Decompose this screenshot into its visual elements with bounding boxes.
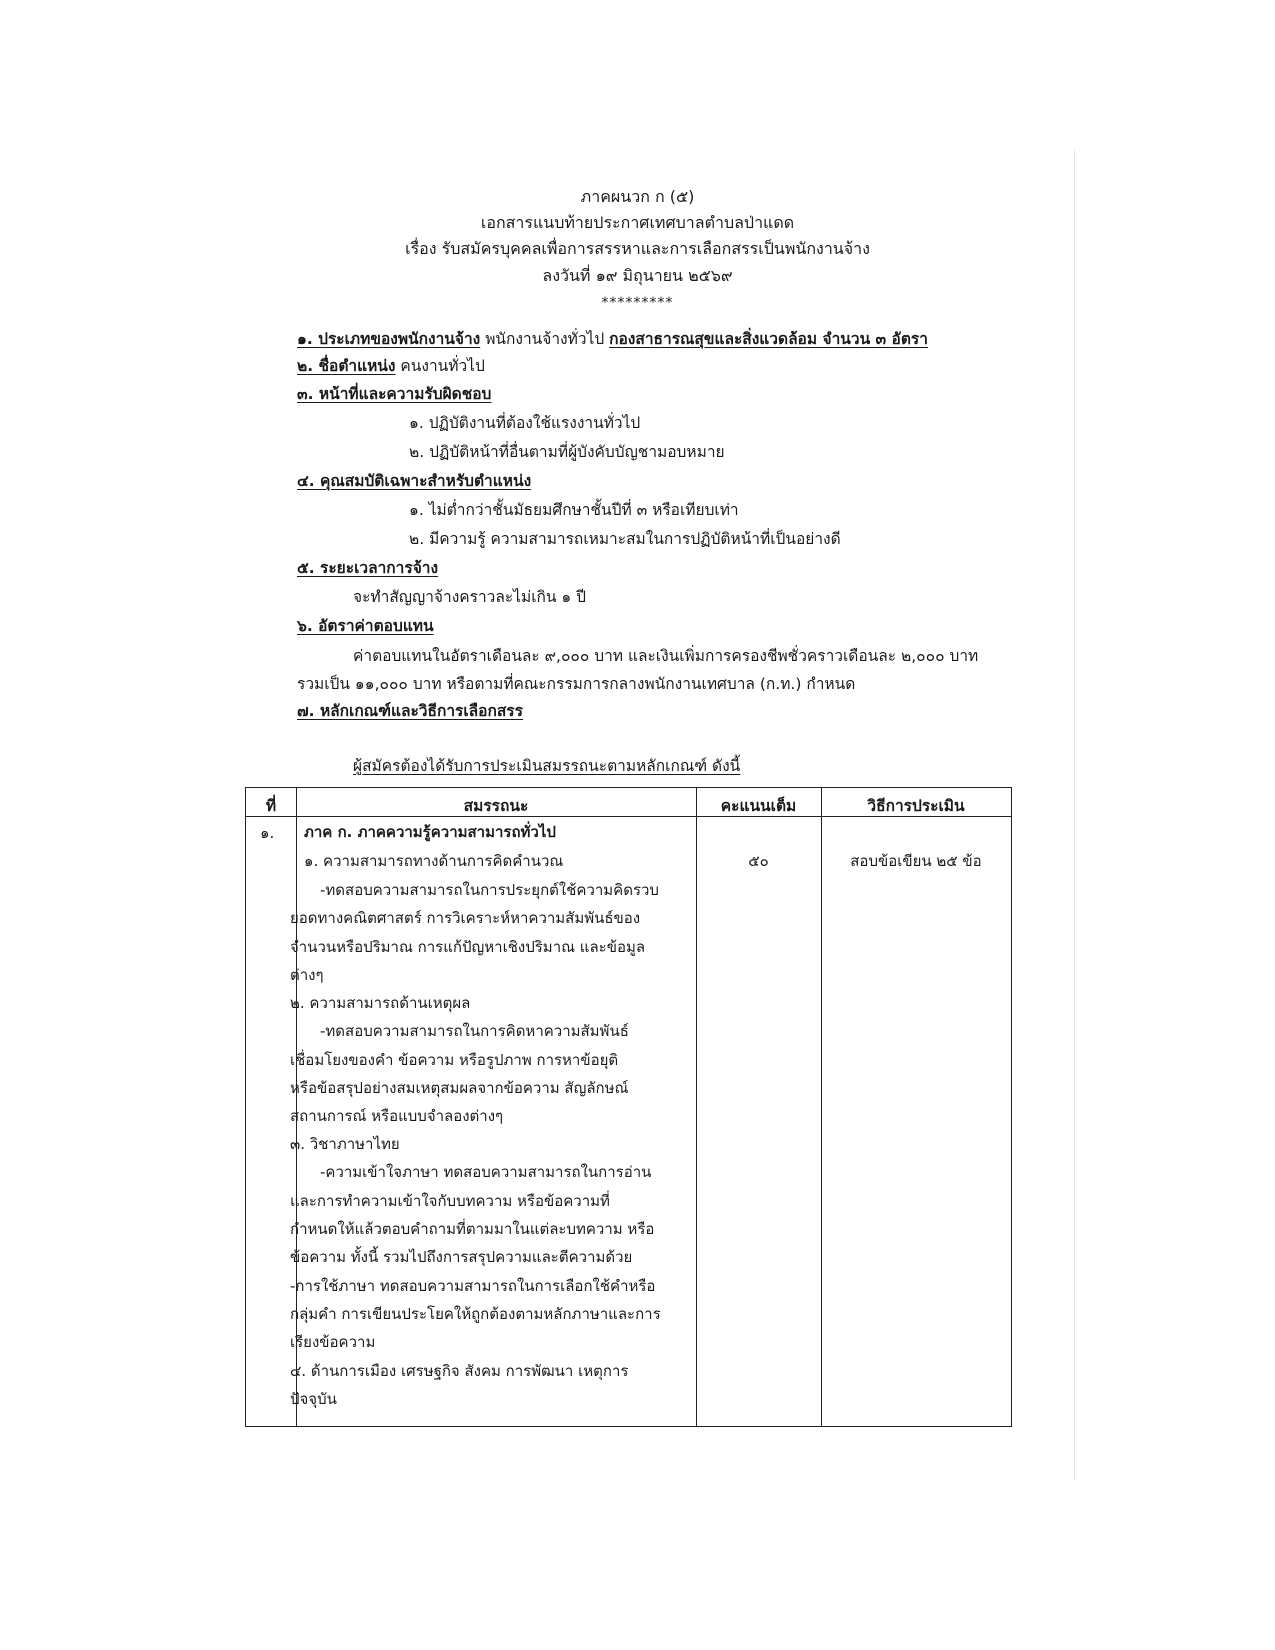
header-no: ที่ (265, 797, 277, 815)
competency-line: -ทดสอบความสามารถในการคิดหาความสัมพันธ์ (320, 1022, 629, 1040)
section-5-text: จะทำสัญญาจ้างคราวละไม่เกิน ๑ ปี (353, 588, 587, 606)
competency-line: กำหนดให้แล้วตอบคำถามที่ตามมาในแต่ละบทความ หรือ (290, 1220, 655, 1238)
section-1-title: ๑. ประเภทของพนักงานจ้าง (297, 330, 481, 348)
section-3-item: ๑. ปฏิบัติงานที่ต้องใช้แรงงานทั่วไป (409, 414, 641, 432)
page-edge (1074, 150, 1075, 1480)
competency-line: ๑. ความสามารถทางด้านการคิดคำนวณ (304, 852, 564, 870)
assessment-method: สอบข้อเขียน ๒๕ ข้อ (850, 852, 982, 870)
appendix-title: ภาคผนวก ก (๕) (580, 187, 695, 206)
section-4-item: ๒. มีความรู้ ความสามารถเหมาะสมในการปฏิบัติหน้าที่เป็นอย่างดี (409, 530, 841, 548)
row-number: ๑. (260, 824, 275, 842)
section-5-title: ๕. ระยะเวลาการจ้าง (297, 559, 439, 577)
section-4-title: ๔. คุณสมบัติเฉพาะสำหรับตำแหน่ง (297, 472, 532, 490)
section-3-title: ๓. หน้าที่และความรับผิดชอบ (297, 385, 492, 403)
competency-line: ๓. วิชาภาษาไทย (290, 1135, 400, 1153)
announcement-title: เอกสารแนบท้ายประกาศเทศบาลตำบลป่าแดด (480, 213, 795, 232)
header-method: วิธีการประเมิน (867, 797, 965, 815)
section-7-intro: ผู้สมัครต้องได้รับการประเมินสมรรถนะตามหลักเกณฑ์ ดังนี้ (353, 757, 741, 775)
competency-line: หรือข้อสรุปอย่างสมเหตุสมผลจากข้อความ สัญลักษณ์ (290, 1079, 629, 1097)
section-1-text: พนักงานจ้างทั่วไป (485, 330, 605, 348)
section-6-line1: ค่าตอบแทนในอัตราเดือนละ ๙,๐๐๐ บาท และเงินเพิ่มการครองชีพชั่วคราวเดือนละ ๒,๐๐๐ บาท (353, 647, 979, 665)
section-2 (297, 355, 485, 377)
section-3-item: ๒. ปฏิบัติหน้าที่อื่นตามที่ผู้บังคับบัญชามอบหมาย (409, 443, 725, 461)
competency-heading: ภาค ก. ภาคความรู้ความสามารถทั่วไป (304, 823, 556, 841)
competency-line: ข้อความ ทั้งนี้ รวมไปถึงการสรุปความและตีความด้วย (290, 1248, 633, 1266)
competency-line: -ทดสอบความสามารถในการประยุกต์ใช้ความคิดรวบ (320, 881, 659, 899)
full-score: ๕๐ (748, 852, 769, 870)
section-6-title: ๖. อัตราค่าตอบแทน (297, 617, 434, 635)
competency-line: และการทำความเข้าใจกับบทความ หรือข้อความที่ (290, 1192, 610, 1210)
competency-line: ปัจจุบัน (290, 1390, 337, 1408)
section-2-text: คนงานทั่วไป (400, 357, 485, 375)
competency-line: กลุ่มคำ การเขียนประโยคให้ถูกต้องตามหลักภาษาและการ (290, 1305, 661, 1323)
section-6-line2: รวมเป็น ๑๑,๐๐๐ บาท หรือตามที่คณะกรรมการกลางพนักงานเทศบาล (ก.ท.) กำหนด (297, 675, 856, 693)
header-competency: สมรรถนะ (463, 797, 529, 815)
date-line: ลงวันที่ ๑๙ มิถุนายน ๒๕๖๙ (542, 266, 733, 285)
section-4-item: ๑. ไม่ต่ำกว่าชั้นมัธยมศึกษาชั้นปีที่ ๓ หรือเทียบเท่า (409, 501, 739, 519)
competency-line: ๔. ด้านการเมือง เศรษฐกิจ สังคม การพัฒนา เหตุการ (290, 1362, 629, 1380)
competency-table (245, 787, 1012, 1427)
competency-line: -ความเข้าใจภาษา ทดสอบความสามารถในการอ่าน (320, 1163, 652, 1181)
competency-line: เรียงข้อความ (290, 1333, 376, 1351)
competency-line: -การใช้ภาษา ทดสอบความสามารถในการเลือกใช้คำหรือ (290, 1277, 656, 1295)
section-1 (297, 328, 928, 350)
competency-line: ยอดทางคณิตศาสตร์ การวิเคราะห์หาความสัมพันธ์ของ (290, 909, 641, 927)
competency-line: เชื่อมโยงของคำ ข้อความ หรือรูปภาพ การหาข้อยุติ (290, 1051, 619, 1069)
column-divider (696, 788, 697, 1426)
separator-stars: ********* (601, 295, 674, 311)
header-score: คะแนนเต็ม (720, 797, 797, 815)
section-1-division: กองสาธารณสุขและสิ่งแวดล้อม จำนวน ๓ อัตรา (609, 330, 928, 348)
competency-line: จำนวนหรือปริมาณ การแก้ปัญหาเชิงปริมาณ และข้อมูล (290, 938, 646, 956)
competency-line: ๒. ความสามารถด้านเหตุผล (290, 994, 471, 1012)
competency-line: ต่างๆ (290, 966, 324, 984)
column-divider (821, 788, 822, 1426)
section-2-title: ๒. ชื่อตำแหน่ง (297, 357, 396, 375)
section-7-title: ๗. หลักเกณฑ์และวิธีการเลือกสรร (297, 702, 523, 720)
competency-line: สถานการณ์ หรือแบบจำลองต่างๆ (290, 1107, 504, 1125)
subject-line: เรื่อง รับสมัครบุคคลเพื่อการสรรหาและการเลือกสรรเป็นพนักงานจ้าง (405, 239, 870, 258)
